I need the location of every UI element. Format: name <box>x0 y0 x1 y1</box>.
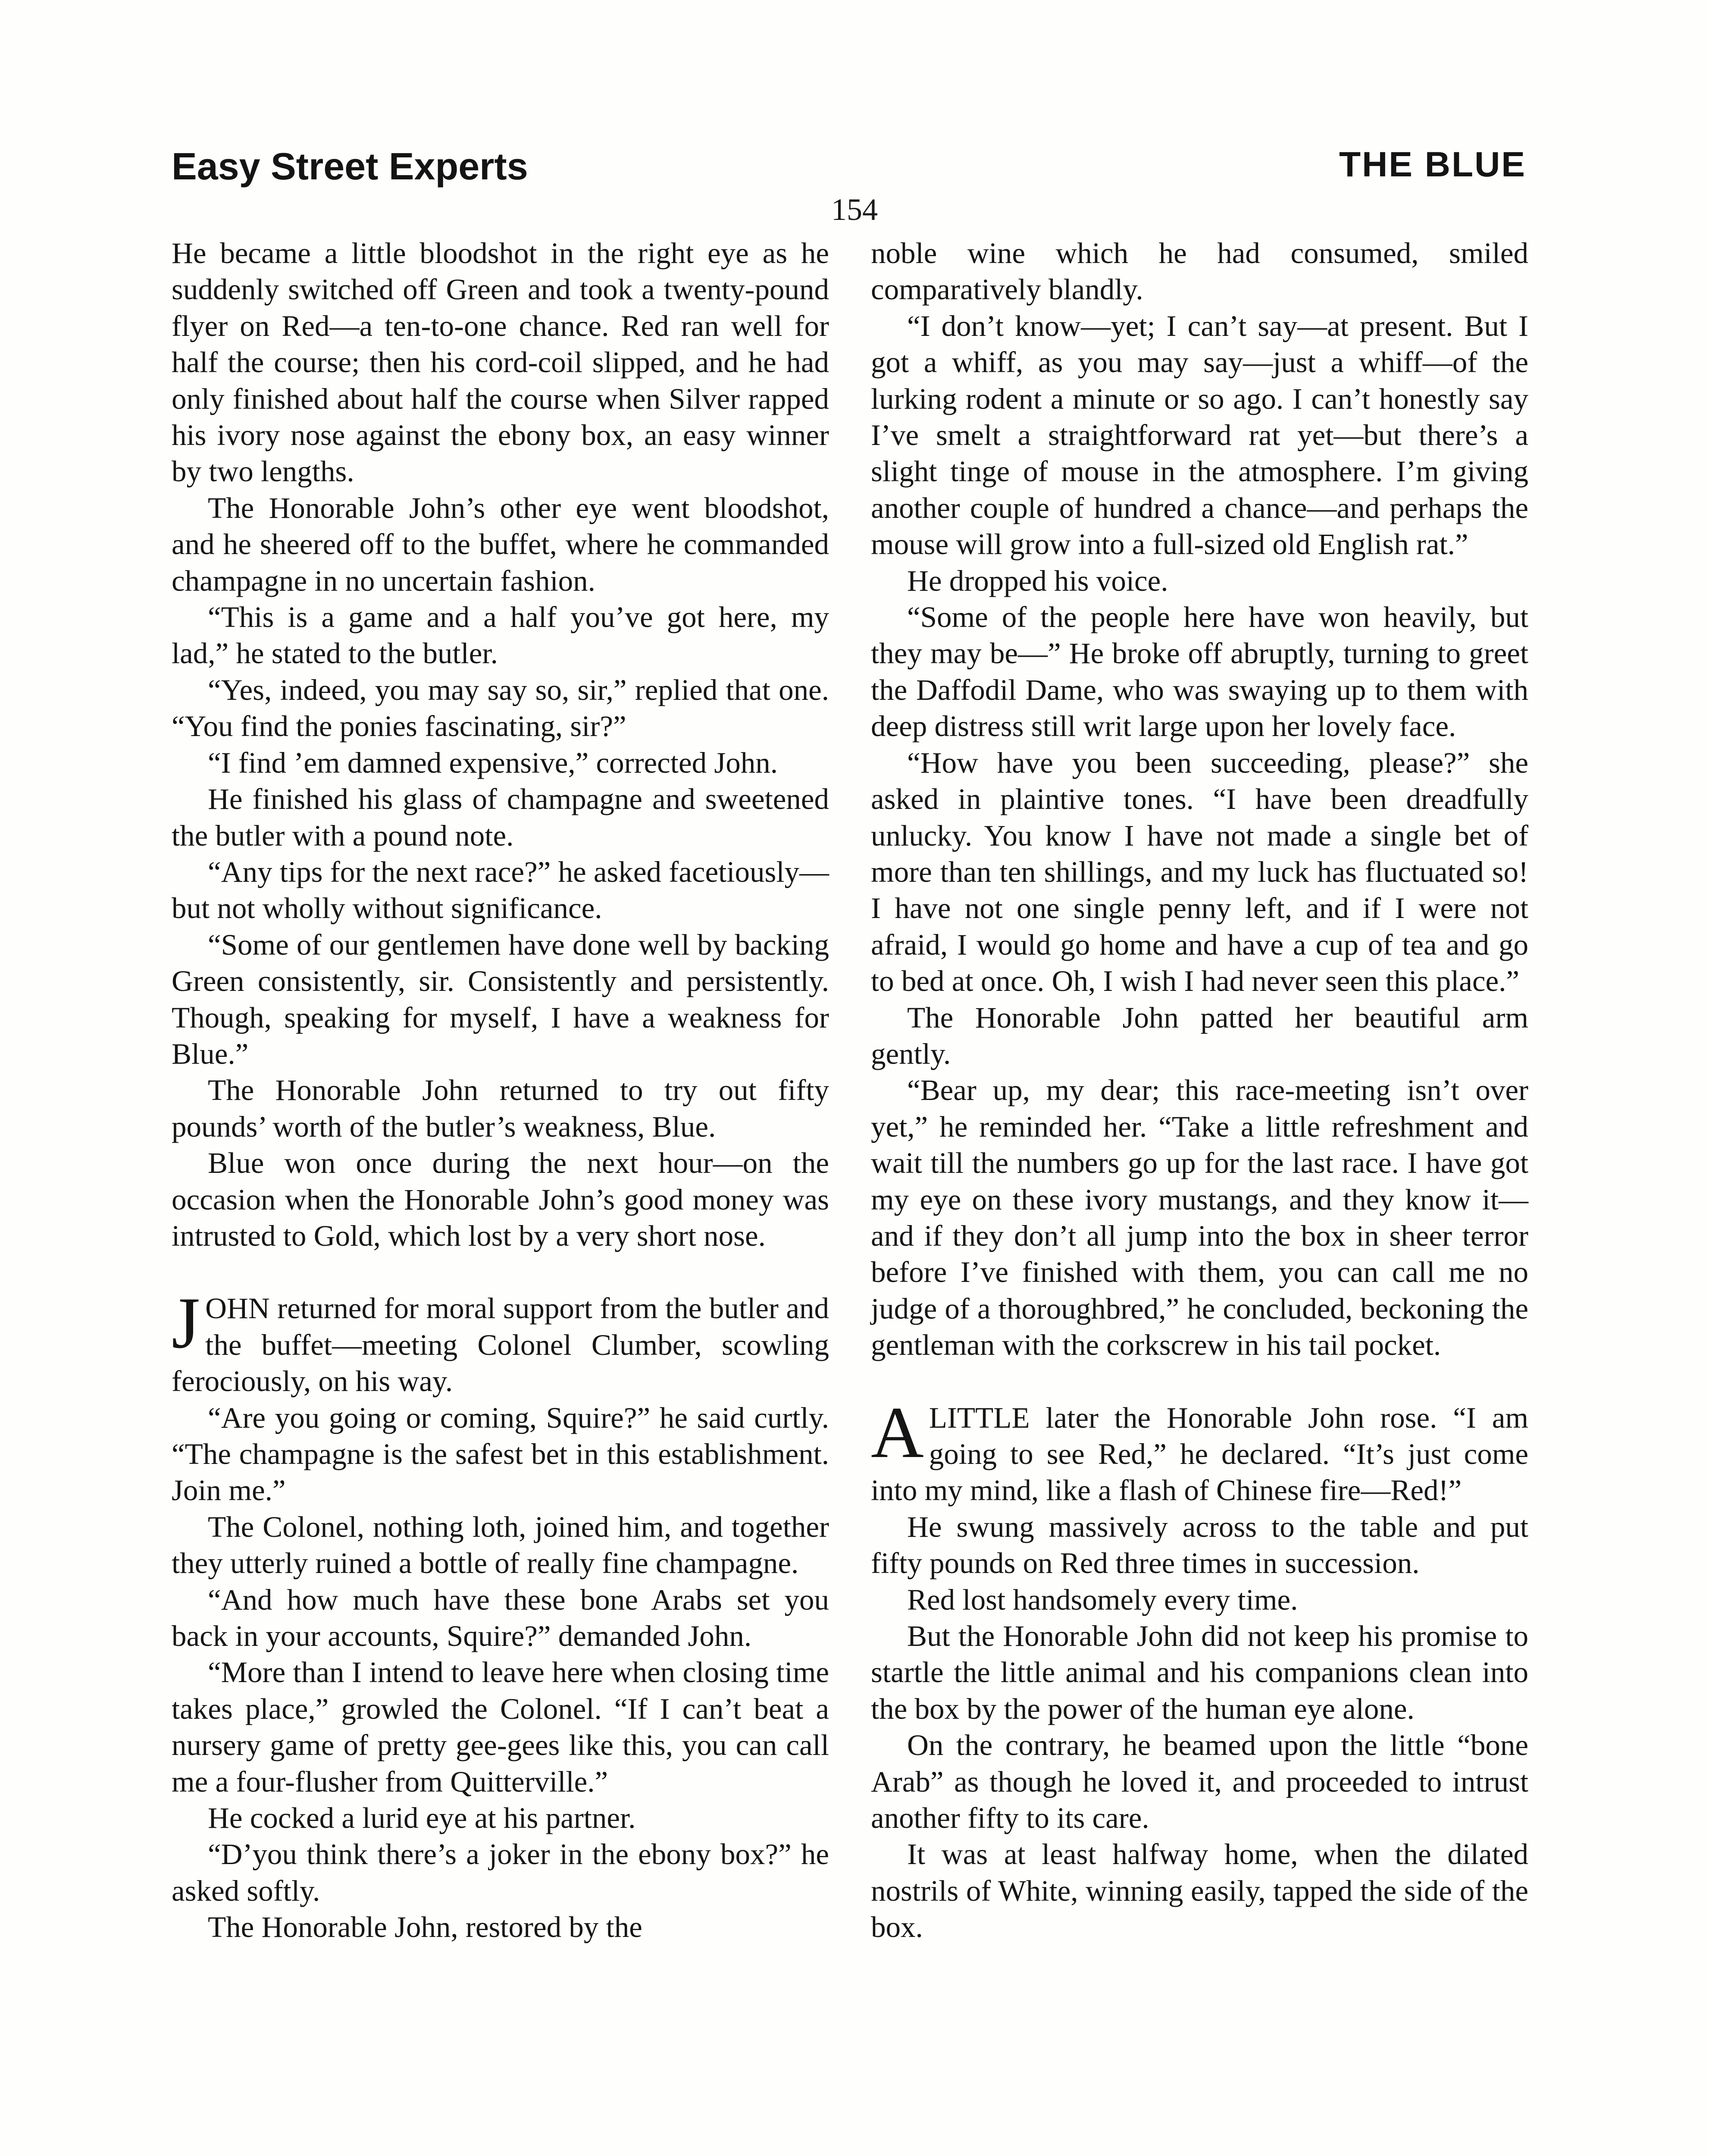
paragraph: The Honorable John’s other eye went bloodshot, and he sheered off to the buffet, where he commanded champagne in no uncertain fashion. <box>172 491 829 597</box>
paragraph: “More than I intend to leave here when closing time takes place,” growled the Colonel. “If I can’t beat a nursery game of pretty gee-gees like this, you can call me a four-flusher from Quitterville.” <box>172 1656 829 1798</box>
paragraph: “Yes, indeed, you may say so, sir,” replied that one. “You find the ponies fascinating, sir?” <box>172 673 829 743</box>
paragraph: “Some of our gentlemen have done well by backing Green consistently, sir. Consistently and persistently. Though, speaking for myself, I have a weakness for Blue.” <box>172 928 829 1070</box>
paragraph: Blue won once during the next hour—on the occasion when the Honorable John’s good money was intrusted to Gold, which lost by a very short nose. <box>172 1147 829 1252</box>
paragraph: The Colonel, nothing loth, joined him, and together they utterly ruined a bottle of really fine champagne. <box>172 1510 829 1580</box>
section-lead-paragraph <box>172 1282 829 1399</box>
paragraph: But the Honorable John did not keep his promise to startle the little animal and his companions clean into the box by the power of the human eye alone. <box>871 1620 1528 1725</box>
paragraph: noble wine which he had consumed, smiled comparatively blandly. <box>871 237 1528 306</box>
paragraph: He became a little bloodshot in the right eye as he suddenly switched off Green and took a twenty-pound flyer on Red—a ten-to-one chance. Red ran well for half the course; then his cord-coil slipped, and he had only finished about half the course when Silver rapped his ivory nose against the ebony box, an easy winner by two lengths. <box>172 237 829 488</box>
section-lead-paragraph <box>871 1391 1528 1509</box>
right-column <box>871 235 1528 1946</box>
paragraph: The Honorable John returned to try out fifty pounds’ worth of the butler’s weakness, Blue. <box>172 1074 829 1143</box>
paragraph: The Honorable John patted her beautiful arm gently. <box>871 1001 1528 1070</box>
paragraph: “Bear up, my dear; this race-meeting isn’t over yet,” he reminded her. “Take a little refreshment and wait till the numbers go up for the last race. I have got my eye on these ivory mustangs, and they know it—and if they don’t all jump into the box in sheer terror before I’ve finished with them, you can call me no judge of a thoroughbred,” he concluded, beckoning the gentleman with the corkscrew in his tail pocket. <box>871 1074 1528 1362</box>
paragraph: “This is a game and a half you’ve got here, my lad,” he stated to the butler. <box>172 601 829 670</box>
paragraph: He finished his glass of champagne and sweetened the butler with a pound note. <box>172 783 829 852</box>
left-column <box>172 235 829 1946</box>
paragraph: “Some of the people here have won heavily, but they may be—” He broke off abruptly, turning to greet the Daffodil Dame, who was swaying up to them with deep distress still writ large upon her lovely face. <box>871 601 1528 743</box>
paragraph: He cocked a lurid eye at his partner. <box>208 1802 636 1835</box>
paragraph: The Honorable John, restored by the <box>208 1911 642 1944</box>
paragraph: “D’you think there’s a joker in the ebony box?” he asked softly. <box>172 1838 829 1907</box>
paragraph-text: LITTLE later the Honorable John rose. “I am going to see Red,” he declared. “It’s just come into my mind, like a flash of Chinese fire—Red!” <box>871 1401 1528 1507</box>
paragraph: Red lost handsomely every time. <box>907 1583 1298 1616</box>
paragraph: “Are you going or coming, Squire?” he said curtly. “The champagne is the safest bet in this establishment. Join me.” <box>172 1401 829 1507</box>
paragraph: “I don’t know—yet; I can’t say—at present. But I got a whiff, as you may say—just a whiff—of the lurking rodent a minute or so ago. I can’t honestly say I’ve smelt a straightforward rat yet—but there’s a slight tinge of mouse in the atmosphere. I’m giving another couple of hundred a chance—and perhaps the mouse will grow into a full-sized old English rat.” <box>871 309 1528 561</box>
paragraph: “Any tips for the next race?” he asked facetiously—but not wholly without significance. <box>172 855 829 925</box>
drop-cap: A <box>871 1391 924 1473</box>
paragraph: “I find ’em damned expensive,” corrected John. <box>208 746 778 779</box>
magazine-title: THE BLUE <box>1339 145 1526 184</box>
paragraph-text: OHN returned for moral support from the butler and the buffet—meeting Colonel Clumber, scowling ferociously, on his way. <box>172 1292 829 1398</box>
paragraph: “And how much have these bone Arabs set you back in your accounts, Squire?” demanded John. <box>172 1583 829 1653</box>
paragraph: “How have you been succeeding, please?” she asked in plaintive tones. “I have been dreadfully unlucky. You know I have not made a single bet of more than ten shillings, and my luck has fluctuated so! I have not one single penny left, and if I were not afraid, I would go home and have a cup of tea and go to bed at once. Oh, I wish I had never seen this place.” <box>871 746 1528 998</box>
paragraph: On the contrary, he beamed upon the little “bone Arab” as though he loved it, and proceeded to intrust another fifty to its care. <box>871 1729 1528 1835</box>
paragraph: It was at least halfway home, when the dilated nostrils of White, winning easily, tapped the side of the box. <box>871 1838 1528 1944</box>
paragraph: He swung massively across to the table and put fifty pounds on Red three times in succession. <box>871 1510 1528 1580</box>
paragraph: He dropped his voice. <box>907 564 1168 597</box>
drop-cap: J <box>172 1282 200 1364</box>
story-title: Easy Street Experts <box>172 145 528 188</box>
page-number: 154 <box>831 192 878 227</box>
